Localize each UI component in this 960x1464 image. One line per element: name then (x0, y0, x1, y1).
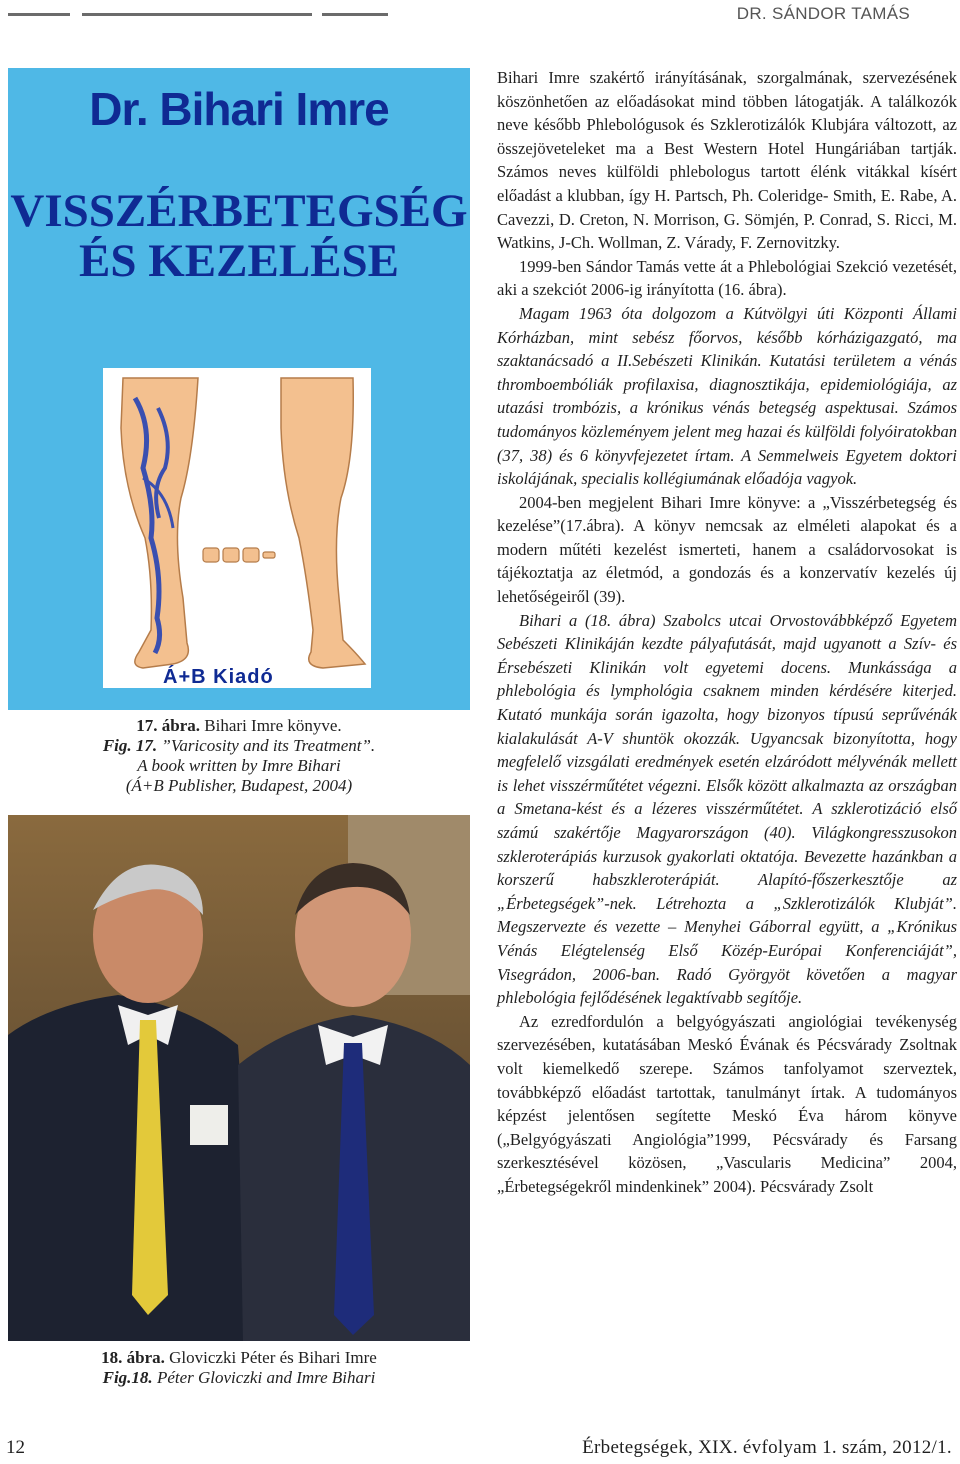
figure17-caption (0, 716, 478, 796)
paragraph-5: Bihari a (18. ábra) Szabolcs utcai Orvostovábbképző Egyetem Sebészeti Klinikáján kezdte pályafutását, majd ugyanott a Szív- és Érsebészeti Klinikán volt egyetemi docens. Munkássága a phlebológia és lymphológia csaknem minden kérdésére kiterjed. Kutató munkája során igazolta, hogy bizonyos típusú seprűvénák kialakulását A-V shuntök okozzák. Ugyancsak bizonyította, hogy megfelelő vizsgálati eredmények esetén elzáródott mélyvénák mellett is lehet visszérműtétet végezni. Elsők között alkalmazta az országban a Smetana-kést és a lézeres visszérműtétet. A szklerotizáció első számú szakértője Magyarországon (40). Világkongresszusokon szkleroterápiás kurzusok gyakorlati oktatója. Bevezette hazánkban a korszerű habszkleroterápiát. Alapító-főszerkesztője az „Érbetegségek”-nek. Létrehozta a „Szklerotizálók Klubját”. Megszervezte és vezette – Menyhei Gáborral együtt, a „Krónikus Vénás Elégtelenség Első Közép-Európai Konferenciáját”, Visegrádon, 2006-ban. Radó Györgyöt követően a magyar phlebológia fejlődésének legaktívabb segítője. (497, 610, 957, 1008)
book-cover (8, 68, 470, 710)
journal-footer: Érbetegségek, XIX. évfolyam 1. szám, 2012/1. (582, 1437, 952, 1458)
figure17-label-en: Fig. 17. (102, 736, 158, 755)
figure18-label-en: Fig.18. (102, 1368, 153, 1387)
legs-drawing (103, 368, 371, 688)
page-number: 12 (6, 1437, 25, 1458)
cover-author: Dr. Bihari Imre (89, 83, 389, 135)
figure17-line3: A book written by Imre Bihari (137, 756, 341, 775)
header-rule-short (8, 13, 70, 16)
cover-title-line1: VISSZÉRBETEGSÉG (10, 185, 468, 237)
paragraph-1: Bihari Imre szakértő irányításának, szorgalmának, szervezésének köszönhetően az előadásokat mind többen látogatják. A találkozók neve később Phlebológusok és Szklerotizálók Klubjára változott, az összejöveteleket ma a Best Western Hotel Hungáriában tartják. Számos neves külföldi phlebologus tartott élénk vitákkal kísért előadást a klubban, így H. Partsch, Ph. Coleridge- Smith, E. Rabe, A. Cavezzi, D. Creton, N. Morrison, G. Sömjén, P. Conrad, S. Ricci, M. Watkins, J-Ch. Wollman, Z. Várady, F. Zernovitzky. (497, 68, 957, 253)
photo-illustration (8, 815, 470, 1341)
paragraph-2: 1999-ben Sándor Tamás vette át a Phlebológiai Szekció vezetését, aki a szekciót 2006-ig irányította (16. ábra). (497, 256, 957, 300)
paragraph-3: Magam 1963 óta dolgozom a Kútvölgyi úti Központi Állami Kórházban, mint sebész főorvos, később kórházigazgató, ma szaktanácsadó a II.Sebészeti Klinikán. Kutatási területem a vénás thromboembóliák profilaxisa, diagnosztikája, epidemiológiája, az utazási trombózis, a krónikus vénás betegség aspektusai. Számos tudományos közleményem jelent meg hazai és külföldi folyóiratokban (37, 38) és 6 könyvfejezetet írtam. A Semmelweis Egyetem doktori iskolájának, specialis kollégiumának előadója vagyok. (497, 303, 957, 489)
figure17-text-en: ”Varicosity and its Treatment”. (161, 736, 376, 755)
figure18-text-en: Péter Gloviczki and Imre Bihari (156, 1368, 376, 1387)
running-header: DR. SÁNDOR TAMÁS (736, 4, 910, 23)
photo-two-men (8, 815, 470, 1341)
header-rule-end (322, 13, 388, 16)
paragraph-6: Az ezredfordulón a belgyógyászati angiológiai tevékenység szervezésében, kutatásában Meskó Évának és Pécsvárady Zsoltnak volt kiemelkedő szerepe. Számos tanfolyamot szerveztek, továbbképző előadást tartottak, tanulmányt írtak. A tudományos képzést jelentősen segítette Meskó Éva három könyve („Belgyógyászati Angiológia”1999, Pécsvárady és Farsang szerkesztésével közösen, „Vascularis Medicina” 2004, „Érbetegségekről mindenkinek” 2004). Pécsvárady Zsolt (497, 1011, 957, 1196)
figure18-line1 (0, 1348, 478, 1368)
figure18-label: 18. ábra. (101, 1348, 165, 1367)
cover-title-line2: ÉS KEZELÉSE (78, 235, 400, 287)
figure17-label: 17. ábra. (136, 716, 201, 735)
figure17-line4: (Á+B Publisher, Budapest, 2004) (125, 776, 353, 795)
figure18-text-hu: Gloviczki Péter és Bihari Imre (169, 1348, 377, 1367)
paragraph-4: 2004-ben megjelent Bihari Imre könyve: a „Visszérbetegség és kezelése”(17.ábra). A könyv nemcsak az elméleti alapokat és a modern műtéti kezelést ismerteti, hanem a családorvosokat is tájékoztatja az életmód, a gondozás és a konzervatív kezelés új lehetőségeiről (39). (497, 492, 957, 607)
figure18-line2 (0, 1368, 478, 1388)
figure17-line2 (0, 736, 478, 756)
figure17-line1 (0, 716, 478, 736)
cover-publisher: Á+B Kiadó (163, 666, 274, 688)
header-rule-long (82, 13, 312, 16)
figure17-text-hu: Bihari Imre könyve. (204, 716, 342, 735)
cover-title (8, 186, 470, 286)
cover-legs-illustration (103, 368, 371, 688)
figure18-caption (0, 1348, 478, 1388)
article-column (497, 66, 957, 1199)
